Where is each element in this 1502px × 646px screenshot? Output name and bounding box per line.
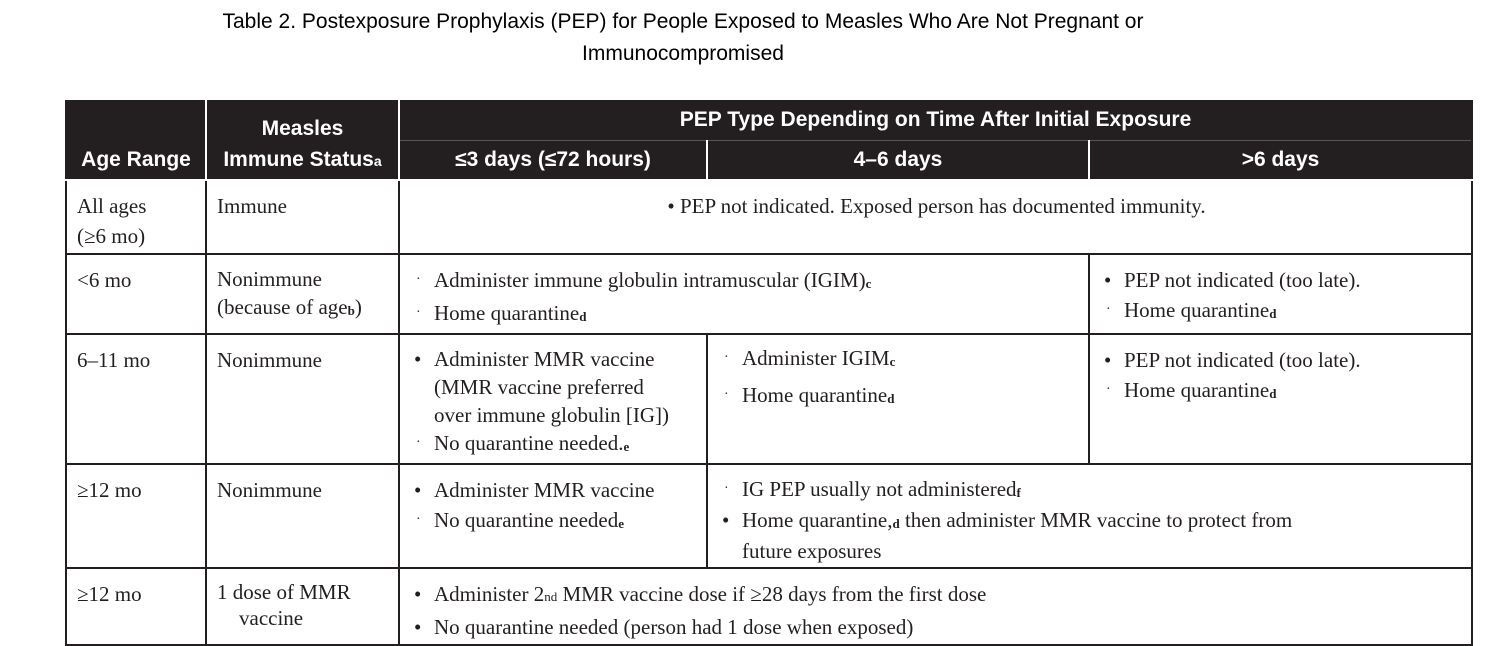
list-item-continued: future exposures (742, 539, 882, 563)
bullet-icon: • (722, 508, 730, 532)
list-item (718, 343, 1080, 376)
pep-le3-cell (399, 464, 707, 568)
list-item (718, 475, 1463, 506)
list-item (410, 505, 698, 538)
bullet-icon: · (724, 350, 729, 365)
bullet-icon: · (416, 435, 421, 450)
list-item-continued: over immune globulin [IG]) (434, 403, 670, 427)
list-item (410, 579, 1463, 612)
header-pep-group: PEP Type Depending on Time After Initial Exposure (399, 100, 1472, 141)
age-cell: 6–11 mo (66, 334, 206, 464)
table-row-ge12mo-one-dose (66, 568, 1472, 645)
bullet-icon: · (416, 305, 421, 320)
pep-gt3-cell (707, 464, 1472, 568)
pep-gt6-cell (1089, 254, 1472, 334)
pep-all-cell (399, 568, 1472, 645)
age-cell (66, 180, 206, 254)
age-line2: (≥6 mo) (77, 224, 146, 248)
list-item (1100, 345, 1463, 375)
table-row-lt6mo (66, 254, 1472, 334)
bullet-icon: • (667, 194, 675, 218)
header-age-range: Age Range (66, 141, 206, 181)
table-row-6to11mo (66, 334, 1472, 464)
list-item (1100, 295, 1463, 328)
header-immune-status (206, 141, 399, 181)
bullet-icon: · (1106, 382, 1111, 397)
status-cell: Nonimmune (206, 334, 399, 464)
bullet-icon: · (724, 481, 729, 496)
status-line1: Nonimmune (217, 267, 322, 291)
footnote-marker: c (865, 276, 872, 291)
list-item-text: Administer MMR vaccine (434, 347, 655, 371)
bullet-icon: • (414, 478, 422, 502)
pep-le6days-cell (399, 254, 1089, 334)
table-title-line1: Table 2. Postexposure Prophylaxis (PEP) for People Exposed to Measles Who Are Not Pregnant or (222, 10, 1144, 33)
bullet-icon: • (414, 347, 422, 371)
list-item-text: Administer immune globulin intramuscular (IGIM) (434, 268, 866, 292)
list-item-text: Home quarantine (1124, 378, 1270, 402)
footnote-marker: d (887, 391, 895, 406)
list-item-text: Home quarantine (1124, 298, 1270, 322)
header-age-spacer (66, 100, 206, 141)
bullet-icon: · (1106, 302, 1111, 317)
list-item-text: IG PEP usually not administered (742, 477, 1017, 501)
list-item (1100, 375, 1463, 408)
list-item (718, 506, 1463, 537)
table-row-all-ages (66, 180, 1472, 254)
status-line1: 1 dose of MMR (217, 580, 351, 604)
pep-table (65, 100, 1473, 646)
header-row-2 (66, 141, 1472, 181)
footnote-marker: d (892, 516, 900, 531)
list-item (410, 475, 698, 505)
table-row-ge12mo-nonimmune (66, 464, 1472, 568)
age-cell: ≥12 mo (66, 464, 206, 568)
header-col-gt6: >6 days (1089, 141, 1472, 181)
superscript-nd: nd (544, 589, 558, 604)
bullet-icon: · (416, 272, 421, 287)
status-line2-close: ) (354, 295, 362, 319)
bullet-icon: · (724, 387, 729, 402)
age-cell: ≥12 mo (66, 568, 206, 645)
list-item (1100, 265, 1463, 295)
bullet-icon: · (416, 512, 421, 527)
list-item-text: Home quarantine (434, 301, 580, 325)
table-title (0, 6, 1366, 70)
footnote-marker: d (579, 309, 587, 324)
list-item (718, 380, 1080, 413)
pep-gt6-cell (1089, 334, 1472, 464)
list-item-text: Home quarantine, (742, 508, 893, 532)
list-item-text: Administer 2 (434, 582, 545, 606)
footnote-marker: d (1269, 386, 1277, 401)
list-item-text: No quarantine needed. (434, 431, 624, 455)
bullet-icon: • (1104, 268, 1112, 292)
list-item-text: Administer MMR vaccine (434, 478, 655, 502)
status-cell (206, 254, 399, 334)
status-cell: Nonimmune (206, 464, 399, 568)
footnote-marker: f (1016, 485, 1021, 500)
bullet-icon: • (414, 615, 422, 639)
header-measles: Measles (206, 100, 399, 141)
table-title-line2: Immunocompromised (582, 42, 784, 65)
list-item-text: Administer IGIM (742, 346, 890, 370)
header-immune-status-label: Immune Status (223, 147, 374, 171)
footnote-marker: a (373, 152, 382, 169)
pep-text: PEP not indicated. Exposed person has documented immunity. (679, 194, 1206, 218)
bullet-icon: • (414, 582, 422, 606)
list-item-text-cont: then administer MMR vaccine to protect from (899, 508, 1293, 532)
list-item-continued: (MMR vaccine preferred (434, 375, 644, 399)
footnote-marker: b (347, 303, 355, 318)
list-item-text: No quarantine needed (person had 1 dose when exposed) (434, 615, 914, 639)
header-col-4to6: 4–6 days (707, 141, 1089, 181)
list-item-text: Home quarantine (742, 383, 888, 407)
status-line2: vaccine (239, 606, 304, 630)
status-cell: Immune (206, 180, 399, 254)
list-item (410, 298, 1080, 331)
status-line2-text: (because of age (217, 295, 348, 319)
footnote-marker: d (1269, 306, 1277, 321)
list-item-text: PEP not indicated (too late). (1124, 268, 1361, 292)
list-item (410, 265, 1080, 298)
bullet-icon: • (1104, 348, 1112, 372)
list-item (410, 429, 698, 460)
age-cell: <6 mo (66, 254, 206, 334)
footnote-marker: e (618, 516, 625, 531)
footnote-marker: c (889, 354, 896, 369)
pep-all-cell (399, 180, 1472, 254)
header-col-le3: ≤3 days (≤72 hours) (399, 141, 707, 181)
pep-le3-cell (399, 334, 707, 464)
list-item-text-cont: MMR vaccine dose if ≥28 days from the first dose (557, 582, 987, 606)
list-item-text: PEP not indicated (too late). (1124, 348, 1361, 372)
footnote-marker: e (623, 439, 630, 454)
status-line2 (217, 293, 390, 324)
list-item-text: No quarantine needed (434, 508, 619, 532)
list-item (410, 345, 698, 373)
status-cell (206, 568, 399, 645)
header-row-1 (66, 100, 1472, 141)
age-line1: All ages (77, 194, 147, 218)
pep-4to6-cell (707, 334, 1089, 464)
